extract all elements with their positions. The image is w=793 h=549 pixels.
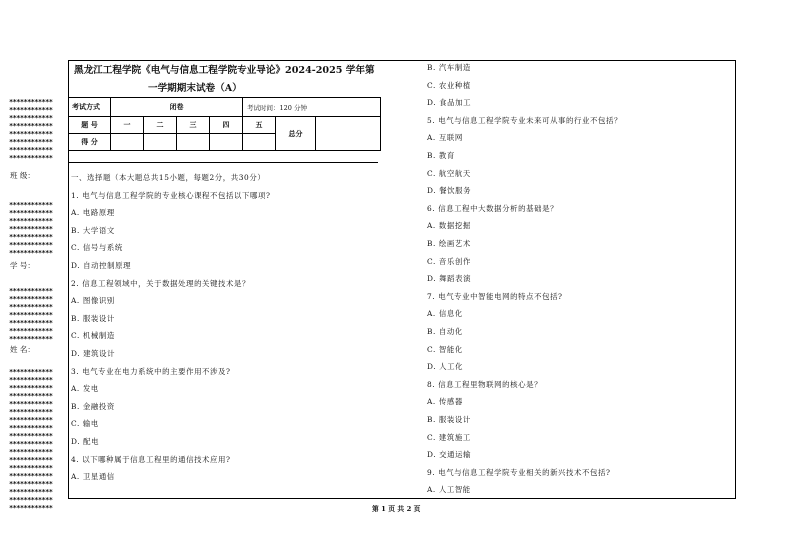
gutter-dots: ************: [9, 456, 53, 464]
answer-option: B. 绘画艺术: [427, 239, 471, 248]
answer-option: A. 电路原理: [71, 208, 115, 218]
question-text: 7. 电气专业中智能电网的特点不包括?: [427, 291, 563, 301]
gutter-dots: ************: [9, 241, 53, 249]
gutter-dots: ************: [9, 335, 53, 343]
total-score-cell: [316, 117, 381, 151]
answer-option: C. 智能化: [427, 344, 463, 354]
answer-option: A. 发电: [71, 384, 99, 394]
answer-option: B. 服装设计: [427, 415, 471, 424]
answer-option: C. 机械制造: [71, 331, 115, 341]
gutter-dots: ************: [9, 368, 53, 376]
student-id-label: 学 号：: [10, 261, 35, 270]
gutter-dots: ************: [9, 496, 53, 504]
gutter-dots: ************: [9, 464, 53, 472]
question-text: 4. 以下哪种属于信息工程里的通信技术应用?: [71, 454, 231, 464]
answer-option: C. 输电: [71, 419, 99, 429]
column-4: 四: [210, 117, 243, 134]
column-3: 三: [177, 117, 210, 134]
column-1: 一: [111, 117, 144, 134]
exam-title-line2: 一学期期末试卷（A）: [148, 83, 242, 94]
column-5: 五: [243, 117, 276, 134]
gutter-dots: ************: [9, 408, 53, 416]
gutter-dots: ************: [9, 209, 53, 217]
answer-option: B. 金融投资: [71, 401, 115, 411]
gutter-dots: ************: [9, 138, 53, 146]
answer-option: A. 传感器: [427, 397, 463, 407]
answer-option: A. 互联网: [427, 133, 463, 143]
question-text: 5. 电气与信息工程学院专业未来可从事的行业不包括？: [427, 115, 622, 125]
divider: [68, 162, 378, 163]
answer-option: D. 自动控制原理: [71, 261, 132, 270]
question-text: 2. 信息工程领域中，关于数据处理的关键技术是？: [71, 278, 251, 288]
answer-option: D. 交通运输: [427, 450, 472, 460]
name-label: 姓 名：: [10, 345, 35, 354]
gutter-dots: ************: [9, 122, 53, 130]
column-2: 二: [144, 117, 177, 134]
total-label: 总分: [276, 117, 316, 151]
gutter-dots: ************: [9, 327, 53, 335]
page-footer: 第 1 页 共 2 页: [372, 505, 421, 513]
gutter-dots: ************: [9, 233, 53, 241]
question-no-label: 题 号: [69, 117, 111, 134]
gutter-dots: ************: [9, 154, 53, 162]
answer-option: C. 航空航天: [427, 168, 471, 178]
score-cell: [210, 134, 243, 151]
section-heading: 一、选择题（本大题总共15小题，每题2分，共30分）: [71, 173, 266, 182]
answer-option: D. 人工化: [427, 362, 464, 372]
answer-option: A. 图像识别: [71, 296, 115, 306]
answer-option: C. 建筑施工: [427, 432, 471, 442]
answer-option: A. 卫星通信: [71, 472, 115, 482]
gutter-dots: ************: [9, 201, 53, 209]
answer-option: A. 数据挖掘: [427, 221, 471, 231]
gutter-dots: ************: [9, 392, 53, 400]
gutter-dots: ************: [9, 98, 53, 106]
score-cell: [177, 134, 210, 151]
score-label: 得 分: [69, 134, 111, 151]
answer-option: C. 农业种植: [427, 80, 471, 90]
answer-option: D. 舞蹈表演: [427, 274, 472, 284]
score-table: [68, 97, 381, 151]
answer-option: A. 信息化: [427, 309, 463, 319]
gutter-dots: ************: [9, 311, 53, 319]
gutter-dots: ************: [9, 488, 53, 496]
answer-option: B. 大学语文: [71, 225, 115, 235]
answer-option: D. 餐饮服务: [427, 186, 472, 196]
question-text: 1. 电气与信息工程学院的专业核心课程不包括以下哪项?: [71, 190, 271, 200]
answer-option: B. 自动化: [427, 327, 463, 336]
answer-option: B. 服装设计: [71, 313, 115, 323]
gutter-dots: ************: [9, 400, 53, 408]
gutter-dots: ************: [9, 146, 53, 154]
gutter-dots: ************: [9, 106, 53, 114]
gutter-dots: ************: [9, 432, 53, 440]
exam-mode-value: 闭卷: [111, 98, 243, 117]
answer-option: D. 配电: [71, 437, 100, 446]
gutter-dots: ************: [9, 376, 53, 384]
score-cell: [243, 134, 276, 151]
question-text: 6. 信息工程中大数据分析的基础是？: [427, 203, 559, 213]
question-text: 3. 电气专业在电力系统中的主要作用不涉及?: [71, 366, 231, 376]
gutter-dots: ************: [9, 472, 53, 480]
exam-mode-label: 考试方式: [69, 98, 111, 117]
score-cell: [111, 134, 144, 151]
gutter-dots: ************: [9, 217, 53, 225]
answer-option: D. 食品加工: [427, 98, 472, 108]
gutter-dots: ************: [9, 295, 53, 303]
answer-option: C. 音乐创作: [427, 256, 471, 266]
exam-title-line1: 黑龙江工程学院《电气与信息工程学院专业导论》2024-2025 学年第: [74, 65, 375, 76]
answer-option: C. 信号与系统: [71, 243, 123, 253]
answer-option: A. 人工智能: [427, 485, 471, 495]
gutter-dots: ************: [9, 384, 53, 392]
gutter-dots: ************: [9, 225, 53, 233]
question-text: 9. 电气与信息工程学院专业相关的新兴技术不包括?: [427, 467, 611, 477]
gutter-dots: ************: [9, 416, 53, 424]
gutter-dots: ************: [9, 249, 53, 257]
answer-option: D. 建筑设计: [71, 349, 116, 358]
gutter-dots: ************: [9, 287, 53, 295]
gutter-dots: ************: [9, 303, 53, 311]
class-label: 班 级：: [10, 171, 35, 180]
exam-time: 考试时间：120 分钟: [243, 98, 381, 117]
question-text: 8. 信息工程里物联网的核心是？: [427, 379, 543, 389]
gutter-dots: ************: [9, 130, 53, 138]
gutter-dots: ************: [9, 319, 53, 327]
answer-option: B. 汽车制造: [427, 63, 471, 72]
score-cell: [144, 134, 177, 151]
gutter-dots: ************: [9, 480, 53, 488]
gutter-dots: ************: [9, 424, 53, 432]
gutter-dots: ************: [9, 114, 53, 122]
gutter-dots: ************: [9, 504, 53, 512]
answer-option: B. 教育: [427, 151, 455, 160]
gutter-dots: ************: [9, 440, 53, 448]
gutter-dots: ************: [9, 448, 53, 456]
